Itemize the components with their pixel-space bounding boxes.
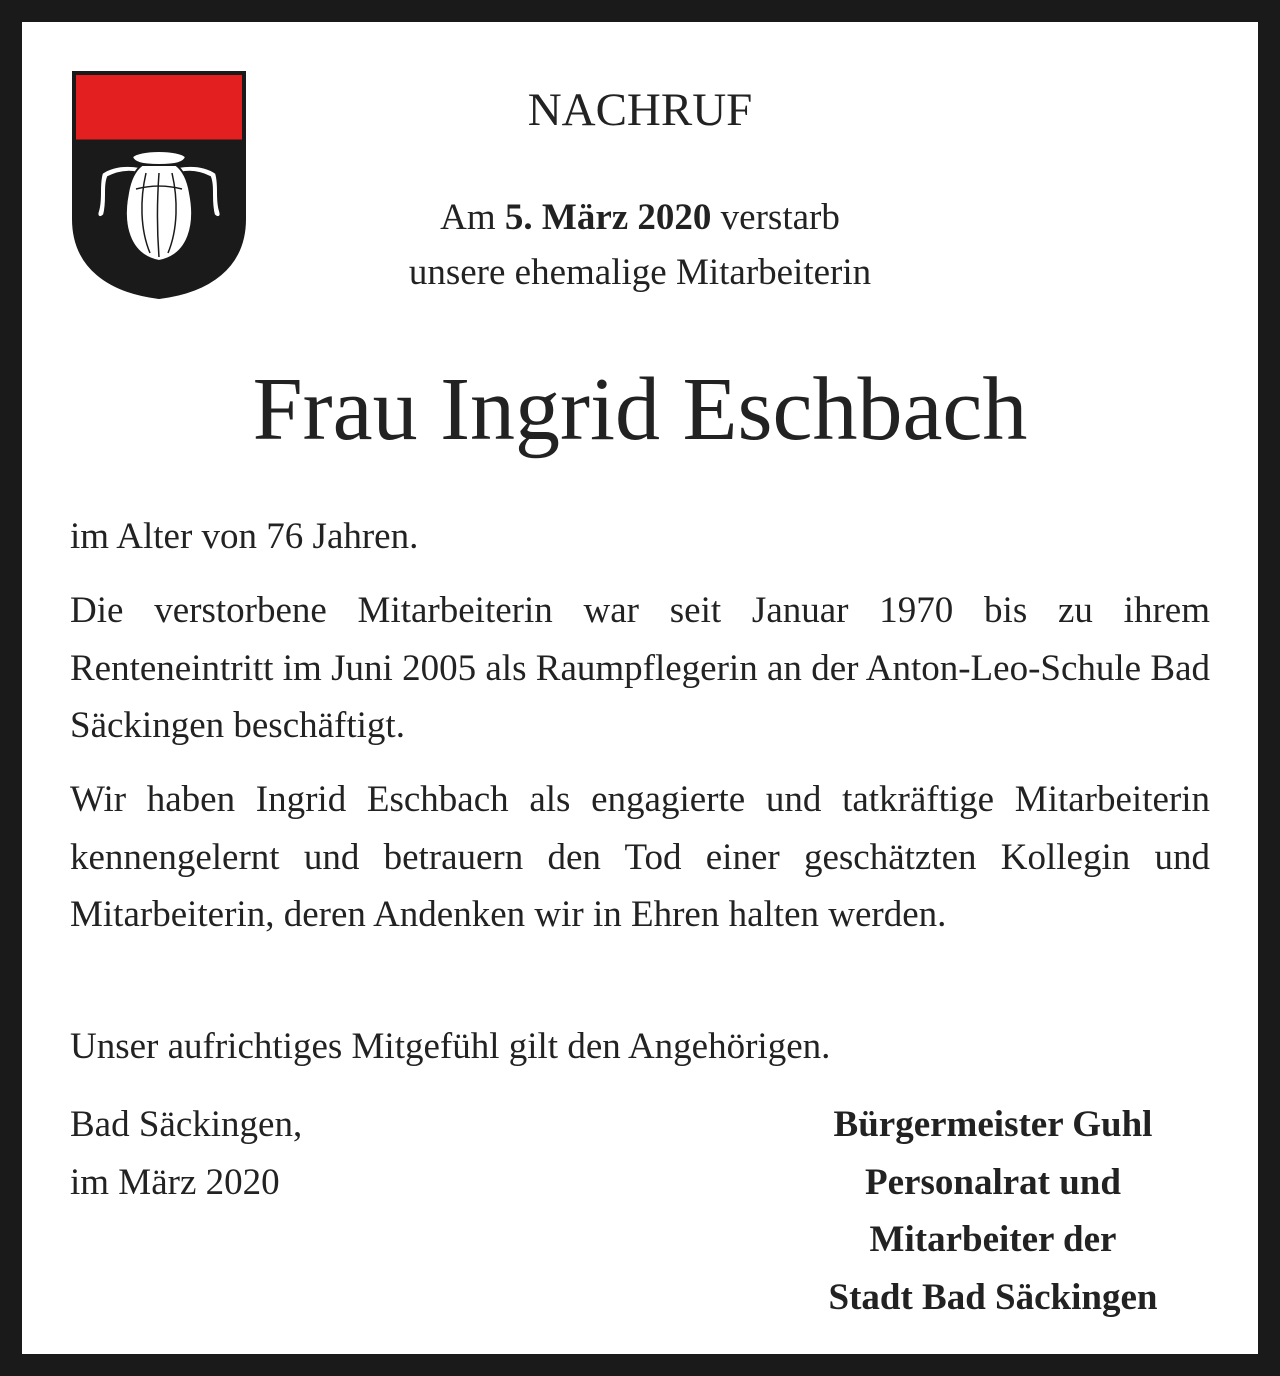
signature-line: Mitarbeiter der bbox=[869, 1219, 1117, 1260]
age-paragraph: im Alter von 76 Jahren. bbox=[70, 516, 419, 557]
death-date-line bbox=[0, 191, 1280, 245]
intro-prefix: Am bbox=[440, 197, 505, 238]
signature-line: Bürgermeister Guhl bbox=[833, 1104, 1153, 1145]
deceased-name: Frau Ingrid Eschbach bbox=[252, 360, 1028, 459]
signature-line: Personalrat und bbox=[865, 1161, 1121, 1203]
place-line: Bad Säckingen, bbox=[70, 1104, 303, 1145]
date-line: im März 2020 bbox=[70, 1161, 280, 1203]
notice-kicker: NACHRUF bbox=[527, 84, 753, 136]
condolence-paragraph: Unser aufrichtiges Mitgefühl gilt den Angehörigen. bbox=[70, 1026, 831, 1067]
signature-line: Stadt Bad Säckingen bbox=[828, 1276, 1158, 1318]
relationship-line: unsere ehemalige Mitarbeiterin bbox=[408, 252, 872, 293]
death-date: 5. März 2020 bbox=[504, 197, 712, 238]
employment-paragraph: Die verstorbene Mitarbeiterin war seit Januar 1970 bis zu ihrem Renteneintritt im Juni 2005 als Raumpflegerin an der Anton-Leo-Schule Bad Säckingen beschäftigt. bbox=[70, 590, 1210, 746]
tribute-paragraph: Wir haben Ingrid Eschbach als engagierte und tatkräftige Mitarbeiterin kennengelernt und betrauern den Tod einer geschätzten Kollegin und Mitarbeiterin, deren Andenken wir in Ehren halten werden. bbox=[70, 779, 1210, 935]
intro-suffix: verstarb bbox=[711, 197, 840, 238]
place-and-date bbox=[70, 1096, 302, 1211]
signature-block bbox=[770, 1096, 1216, 1326]
